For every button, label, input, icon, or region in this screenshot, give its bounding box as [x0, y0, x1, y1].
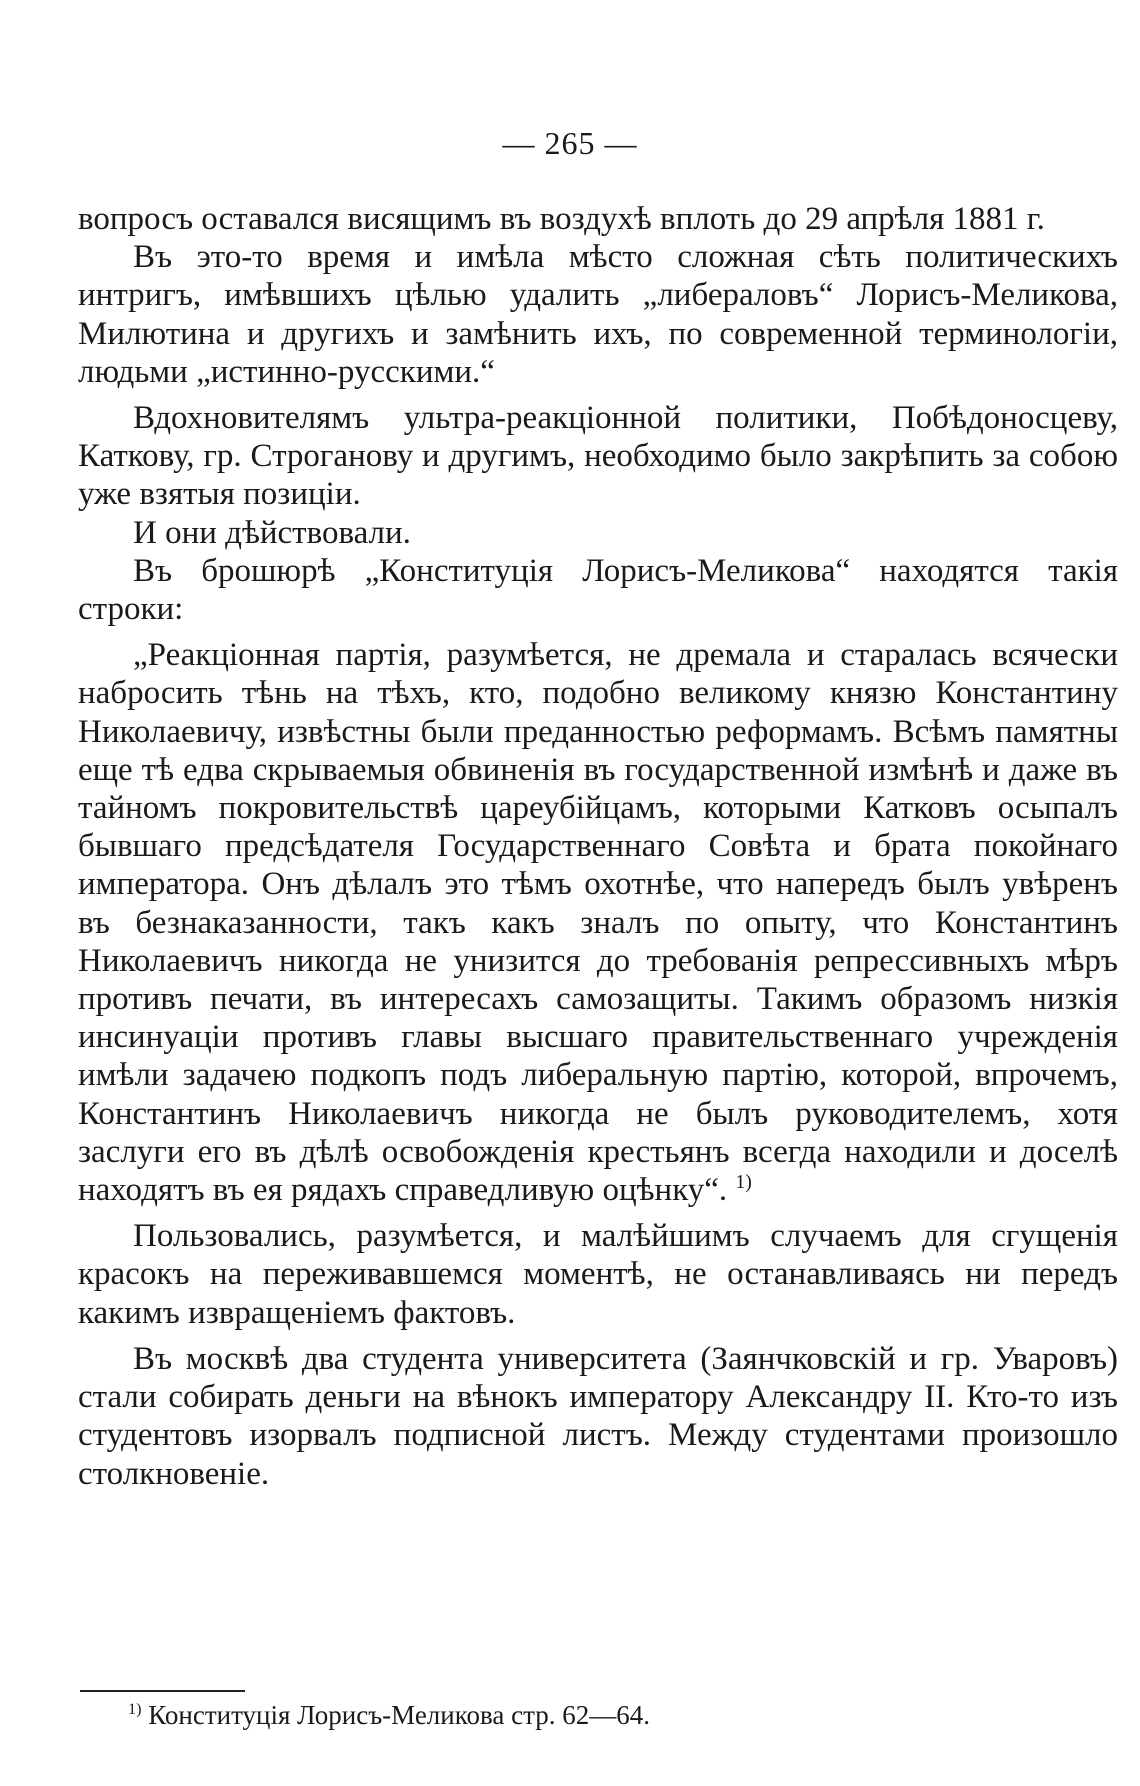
- footnote: [128, 1698, 650, 1732]
- main-text: [78, 200, 1118, 1493]
- paragraph-continuation: вопросъ оставался висящимъ въ воздухѣ вплоть до 29 апрѣля 1881 г.: [78, 201, 1045, 237]
- footnote-divider: [80, 1690, 245, 1692]
- paragraph-inspirers: Вдохновителямъ ультра-реакціонной политики, Побѣдоносцеву, Каткову, гр. Строганову и другимъ, необходимо было закрѣпить за собою уже взятыя позиціи.: [78, 400, 1118, 513]
- footnote-marker: 1): [128, 1700, 142, 1718]
- quote-paragraph: [78, 636, 1118, 1209]
- paragraph-intrigues: Въ это-то время и имѣла мѣсто сложная сѣть политическихъ интригъ, имѣвшихъ цѣлью удалить „либераловъ“ Лорисъ-Меликова, Милютина и другихъ и замѣнить ихъ, по современной терминологіи, людьми „истинно-русскими.“: [78, 239, 1118, 390]
- page-number: — 265 —: [502, 125, 638, 161]
- paragraph-students: Въ москвѣ два студента университета (Заянчковскій и гр. Уваровъ) стали собирать деньги на вѣнокъ императору Александру II. Кто-то изъ студентовъ изорвалъ подписной листъ. Между студентами произошло столкновеніе.: [78, 1340, 1118, 1492]
- quote-text: „Реакціонная партія, разумѣется, не дремала и старалась всячески набросить тѣнь на тѣхъ, кто, подобно великому князю Константину Николаевичу, извѣстны были преданностью реформамъ. Всѣмъ памятны еще тѣ едва скрываемыя обвиненія въ государственной измѣнѣ и даже въ тайномъ покровительствѣ цареубійцамъ, которыми Катковъ осыпалъ бывшаго предсѣдателя Государственнаго Совѣта и брата покойнаго императора. Онъ дѣлалъ это тѣмъ охотнѣе, что напередъ былъ увѣренъ въ безнаказанности, такъ какъ зналъ по опыту, что Константинъ Николаевичъ никогда не унизится до требованія репрессивныхъ мѣръ противъ печати, въ интересахъ самозащиты. Такимъ образомъ низкія инсинуаціи противъ главы высшаго правительственнаго учрежденія имѣли задачею подкопъ подъ либеральную партію, которой, впрочемъ, Константинъ Николаевичъ никогда не былъ руководителемъ, хотя заслуги его въ дѣлѣ освобожденія крестьянъ всегда находили и доселѣ находятъ въ ея рядахъ справедливую оцѣнку“.: [78, 637, 1118, 1209]
- paragraph-brochure: Въ брошюрѣ „Конституція Лорисъ-Меликова“ находятся такія строки:: [78, 552, 1118, 628]
- paragraph-acted: И они дѣйствовали.: [133, 514, 411, 551]
- paragraph-exaggeration: Пользовались, разумѣется, и малѣйшимъ случаемъ для сгущенія красокъ на переживавшемся моментѣ, не останавливаясь ни передъ какимъ извращеніемъ фактовъ.: [78, 1218, 1118, 1331]
- block-quote: [78, 636, 1118, 1209]
- footnote-text: Конституція Лорисъ-Меликова стр. 62—64.: [148, 1700, 650, 1730]
- footnote-reference: 1): [735, 1171, 752, 1194]
